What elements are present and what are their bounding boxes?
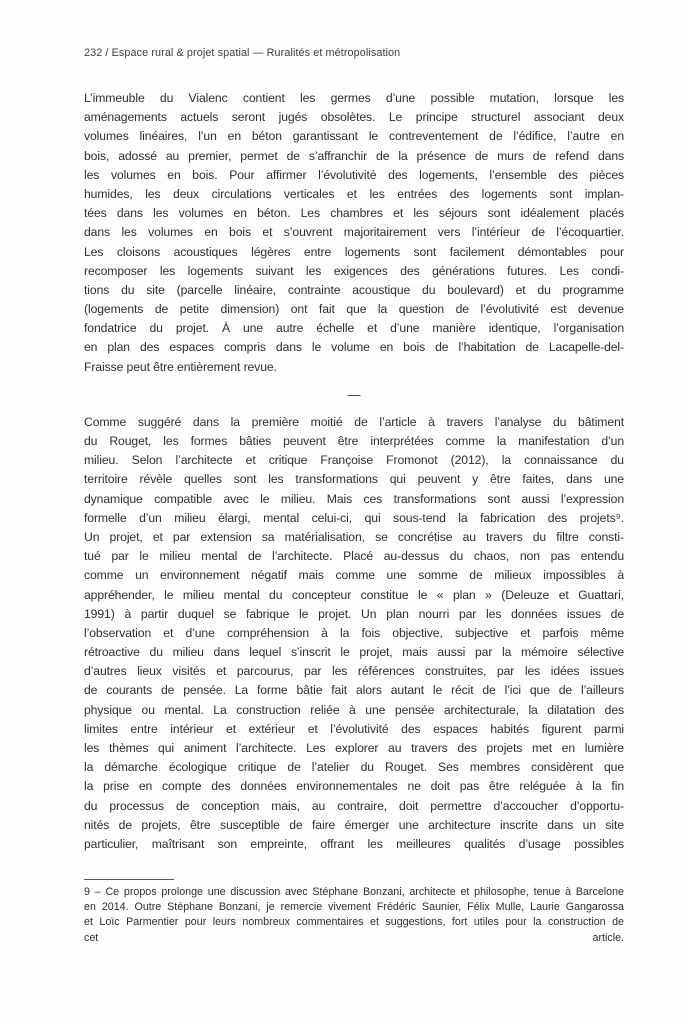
text-line: les volumes en bois. Pour affirmer l’évolutivité des logements, l’ensemble des pièces [84,167,624,182]
text-line: (logements de petite dimension) ont fait que la question de l’évolutivité est devenue [84,302,624,317]
text-line: tué par le milieu mental de l’architecte. Placé au-dessus du chaos, non pas entendu [84,549,624,564]
text-line: et Loïc Parmentier pour leurs nombreux commentaires et suggestions, fort utiles pour la construction de [84,916,624,929]
text-line: dynamique compatible avec le milieu. Mais ces transformations sont aussi l’expression [84,491,624,506]
text-line: dans les volumes en bois et s’ouvrent majoritairement vers l’intérieur de l’écoquartier. [84,225,624,240]
paragraph-1 [84,89,624,377]
paragraph-2 [84,413,624,854]
text-line: formelle d’un milieu élargi, mental celui-ci, qui sous-tend la fabrication des projets⁹. [84,510,624,525]
text-line: rétroactive du milieu dans lequel s’inscrit le projet, mais aussi par la mémoire sélective [84,645,624,660]
text-column [84,89,624,854]
text-line: les thèmes qui animent l’architecte. Les explorer au travers des projets met en lumière [84,741,624,755]
text-line: l’observation et d’une compréhension à la fois objective, subjective et parfois même [84,625,624,640]
text-line: tées dans les volumes en béton. Les chambres et les séjours sont idéalement placés [84,206,624,221]
text-line: Fraisse peut être entièrement revue. [84,359,277,374]
text-line: la démarche écologique critique de l’atelier du Rouget. Ses membres considèrent que [84,760,624,775]
text-line: fondatrice du projet. À une autre échelle et d’une manière identique, l’organisation [84,321,624,336]
footnote-rule [84,879,174,880]
text-line: limites entre intérieur et extérieur et l’évolutivité des espaces habités figurent parmi [84,721,624,736]
text-line: tions du site (parcelle linéaire, contrainte acoustique du boulevard) et du programme [84,282,624,297]
text-line: 9 – Ce propos prolonge une discussion avec Stéphane Bonzani, architecte et philosophe, tenue à Barcelone [84,886,624,898]
text-line: en plan des espaces compris dans le volume en bois de l’habitation de Lacapelle-del- [84,340,624,355]
text-line: Un projet, et par extension sa matérialisation, se concrétise au travers du filtre consti- [84,529,624,544]
text-line: territoire révèle quelles sont les transformations qui peuvent y être faites, dans une [84,472,624,487]
text-line: milieu. Selon l’architecte et critique Françoise Fromonot (2012), la connaissance du [84,453,624,468]
text-line: de courants de pensée. La forme bâtie fait alors autant le récit de l’ici que de l’ailleurs [84,683,624,698]
footnote-text [84,885,624,946]
text-line: cet article. [84,931,624,944]
text-line: Les cloisons acoustiques légères entre logements sont facilement démontables pour [84,244,624,259]
text-line: particulier, maîtrisant son empreinte, offrant les meilleures qualités d’usage possibles [84,836,624,851]
text-line: Comme suggéré dans la première moitié de l’article à travers l’analyse du bâtiment [84,414,624,429]
text-line: en 2014. Outre Stéphane Bonzani, je remercie vivement Frédéric Saunier, Félix Mulle, Laurie Gangarossa [84,901,624,914]
text-line: comme un environnement négatif mais comme une somme de milieux impossibles à [84,568,624,583]
text-line: L’immeuble du Vialenc contient les germes d’une possible mutation, lorsque les [84,91,624,105]
text-line: aménagements actuels seront jugés obsolètes. Le principe structurel associant deux [84,110,624,125]
footnote [84,879,624,946]
text-line: d’autres lieux visités et parcourus, par les références construites, par les idées issues [84,664,624,679]
text-line: appréhender, le milieu mental du concepteur constitue le « plan » (Deleuze et Guattari, [84,587,624,602]
text-line: volumes linéaires, l’un en béton garantissant le contreventement de l’édifice, l’autre en [84,129,624,144]
text-line: physique ou mental. La construction reliée à une pensée architecturale, la dilatation des [84,702,624,717]
text-line: du processus de conception mais, au contraire, doit permettre d’accoucher d’opportu- [84,798,624,813]
text-line: la prise en compte des données environnementales ne doit pas être reléguée à la fin [84,779,624,794]
text-line: du Rouget, les formes bâties peuvent être interprétées comme la manifestation d’un [84,434,624,448]
text-line: bois, adossé au premier, permet de s’affranchir de la présence de murs de refend dans [84,148,624,163]
text-line: recomposer les logements suivant les exigences des générations futures. Les condi- [84,263,624,278]
text-line: humides, les deux circulations verticales et les entrées des logements sont implan- [84,186,624,201]
text-line: nités de projets, être susceptible de faire émerger une architecture inscrite dans un site [84,817,624,832]
text-line: 1991) à partir duquel se fabrique le projet. Un plan nourri par les données issues de [84,606,624,621]
section-separator-dash: — [347,386,361,402]
running-header: 232 / Espace rural & projet spatial — Ruralités et métropolisation [84,47,401,59]
